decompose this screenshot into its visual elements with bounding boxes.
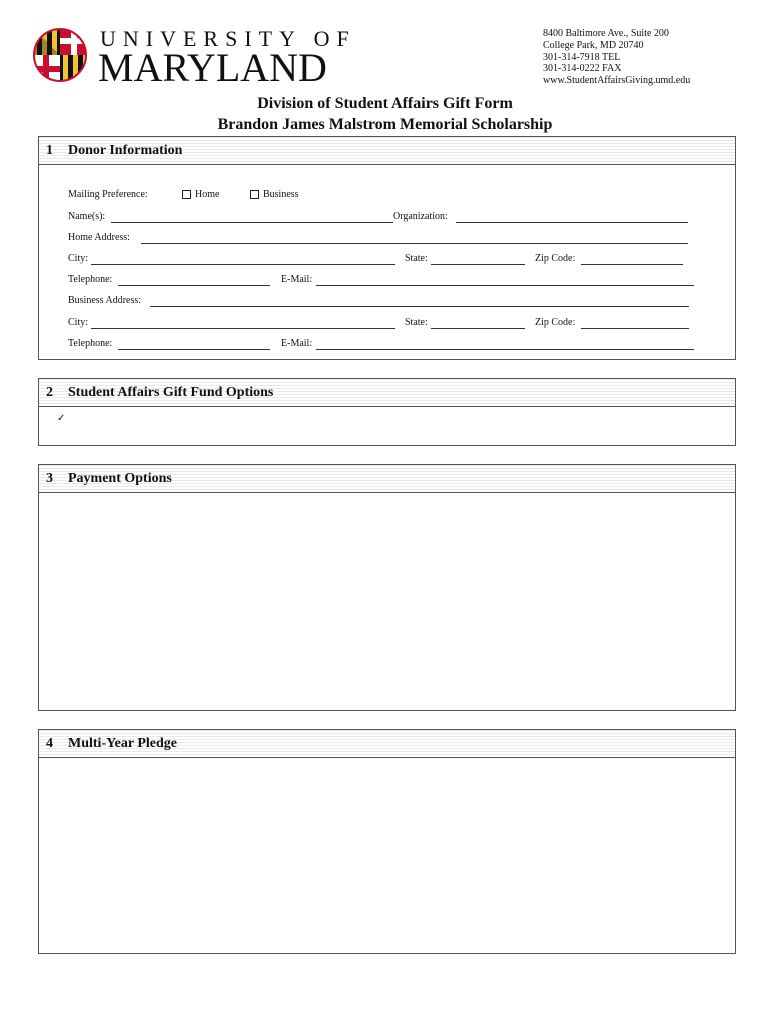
business-checkbox[interactable] [250, 190, 259, 199]
home-email-field[interactable] [316, 285, 694, 286]
address-line: 8400 Baltimore Ave., Suite 200 [543, 28, 669, 39]
gift-fund-options-section [38, 378, 736, 446]
section-header [39, 465, 735, 493]
phone-line: 301-314-7918 TEL [543, 51, 621, 63]
organization-label: Organization: [393, 211, 448, 222]
business-address-field[interactable] [150, 306, 689, 307]
home-option-label: Home [195, 189, 220, 200]
section-header [39, 379, 735, 407]
website-link[interactable]: www.StudentAffairsGiving.umd.edu [543, 75, 691, 87]
business-city-field[interactable] [91, 328, 395, 329]
home-checkbox[interactable] [182, 190, 191, 199]
home-telephone-label: Telephone: [68, 274, 113, 285]
university-name-line2: MARYLAND [98, 45, 327, 90]
names-field[interactable] [111, 222, 393, 223]
home-email-label: E-Mail: [281, 274, 313, 285]
section-title: Payment Options [68, 471, 172, 486]
donor-information-section [38, 136, 736, 360]
form-subtitle: Brandon James Malstrom Memorial Scholarship [217, 116, 553, 133]
home-city-field[interactable] [91, 264, 395, 265]
home-zip-field[interactable] [581, 264, 683, 265]
address-block [543, 28, 690, 87]
business-zip-field[interactable] [581, 328, 689, 329]
business-option-label: Business [263, 189, 299, 200]
business-zip-label: Zip Code: [535, 317, 576, 328]
business-telephone-field[interactable] [118, 349, 270, 350]
fax-line: 301-314-0222 FAX [543, 63, 622, 75]
home-city-label: City: [68, 253, 89, 264]
checkmark-icon: ✓ [57, 413, 66, 424]
section-number: 1 [46, 143, 53, 158]
section-title: Donor Information [68, 143, 183, 158]
section-number: 3 [46, 471, 53, 486]
address-line: College Park, MD 20740 [543, 39, 644, 51]
business-state-label: State: [405, 317, 428, 328]
names-label: Name(s): [68, 211, 106, 222]
section-header [39, 730, 735, 758]
business-city-label: City: [68, 317, 89, 328]
form-title: Division of Student Affairs Gift Form [257, 95, 513, 112]
section-title: Student Affairs Gift Fund Options [68, 385, 274, 400]
business-telephone-label: Telephone: [68, 338, 113, 349]
business-email-field[interactable] [316, 349, 694, 350]
home-address-label: Home Address: [68, 232, 130, 243]
business-state-field[interactable] [431, 328, 525, 329]
university-seal-icon [32, 27, 88, 83]
business-address-label: Business Address: [68, 295, 142, 306]
home-state-field[interactable] [431, 264, 525, 265]
home-zip-label: Zip Code: [535, 253, 576, 264]
section-number: 2 [46, 385, 53, 400]
home-address-field[interactable] [141, 243, 688, 244]
organization-field[interactable] [456, 222, 688, 223]
payment-options-section [38, 464, 736, 711]
home-telephone-field[interactable] [118, 285, 270, 286]
section-header [39, 137, 735, 165]
section-title: Multi-Year Pledge [68, 736, 177, 751]
section-number: 4 [46, 736, 53, 751]
home-state-label: State: [405, 253, 428, 264]
business-email-label: E-Mail: [281, 338, 313, 349]
multi-year-pledge-section [38, 729, 736, 954]
mailing-preference-label: Mailing Preference: [68, 189, 148, 200]
university-name-line1: UNIVERSITY OF [100, 26, 356, 51]
